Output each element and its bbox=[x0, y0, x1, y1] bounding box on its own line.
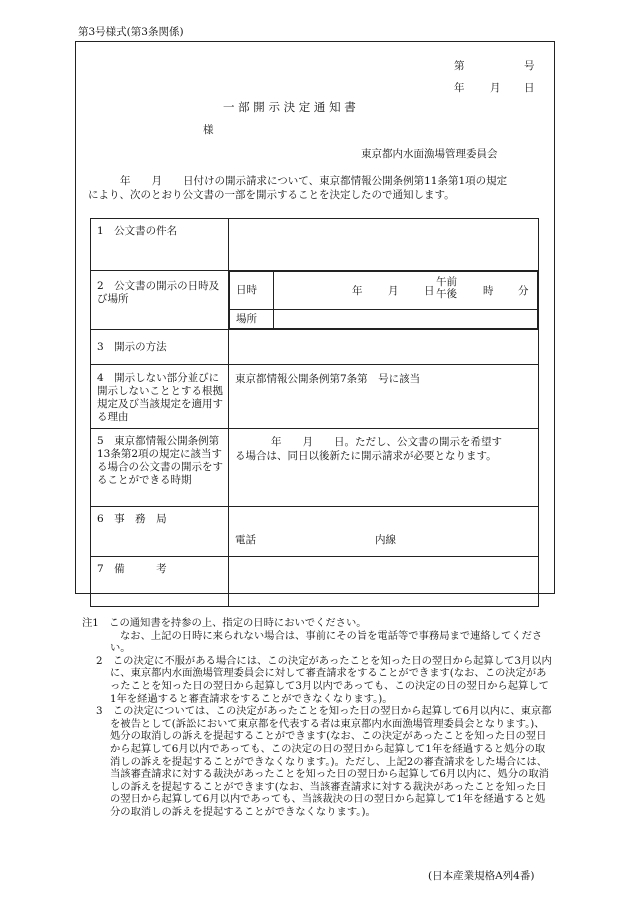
row2-am: 午前 bbox=[436, 276, 457, 288]
row6-phone: 電話 bbox=[235, 534, 256, 546]
row3-value bbox=[229, 330, 539, 365]
row3-label: 3 開示の方法 bbox=[91, 330, 229, 365]
row4-label: 4 開示しない部分並びに開示しないこととする根拠規定及び当該規定を適用する理由 bbox=[91, 365, 229, 429]
row1-value bbox=[229, 219, 539, 271]
note-1b: なお、上記の日時に来られない場合は、事前にその旨を電話等で事務局まで連絡してください。 bbox=[110, 629, 543, 655]
table-row bbox=[91, 429, 539, 507]
row2-day: 日 bbox=[424, 285, 435, 297]
form-id: 第3号様式(第3条関係) bbox=[78, 26, 184, 38]
table-row bbox=[91, 219, 539, 271]
row2-label: 2 公文書の開示の日時及び場所 bbox=[91, 271, 229, 330]
row2-date-label: 日時 bbox=[230, 272, 274, 310]
table-row bbox=[91, 365, 539, 429]
row5-line-1: 年 月 日。ただし、公文書の開示を希望す bbox=[271, 436, 502, 448]
row1-label: 1 公文書の件名 bbox=[91, 219, 229, 271]
row5-label: 5 東京都情報公開条例第13条第2項の規定に該当する場合の公文書の開示をすることができる時期 bbox=[91, 429, 229, 507]
row7-label: 7 備 考 bbox=[91, 557, 229, 607]
row6-value bbox=[229, 507, 539, 557]
row2-pm: 午後 bbox=[436, 288, 457, 300]
date-day: 日 bbox=[524, 82, 535, 94]
intro-line-1: 年 月 日付けの開示請求について、東京都情報公開条例第11条第1項の規定 bbox=[120, 175, 508, 187]
table-row bbox=[91, 557, 539, 607]
row2-month: 月 bbox=[388, 285, 399, 297]
row2-value bbox=[229, 271, 539, 330]
table-row bbox=[91, 507, 539, 557]
details-table bbox=[90, 218, 539, 607]
issuer: 東京都内水面漁場管理委員会 bbox=[361, 148, 498, 160]
note-2: 2 この決定に不服がある場合には、この決定があったことを知った日の翌日から起算して3月以内に、東京都内水面漁場管理委員会に対して審査請求をすることができます(なお、この決定があったことを知った日の翌日から起算して3月以内であっても、この決定の日の翌日から起算して1年を経過すると審査請求をすることができなくなります。)。 bbox=[96, 654, 552, 705]
row4-value: 東京都情報公開条例第7条第 号に該当 bbox=[229, 365, 539, 429]
intro-line-2: により、次のとおり公文書の一部を開示することを決定したので通知します。 bbox=[88, 189, 455, 201]
row7-value bbox=[229, 557, 539, 607]
row2-hour: 時 bbox=[483, 285, 494, 297]
date-year: 年 bbox=[454, 82, 465, 94]
row5-line-2: る場合は、同日以後新たに開示請求が必要となります。 bbox=[235, 450, 497, 462]
table-row bbox=[91, 330, 539, 365]
note-1a: 注1 この通知書を持参の上、指定の日時においでください。 bbox=[82, 617, 367, 629]
row2-minute: 分 bbox=[518, 285, 529, 297]
row5-value bbox=[229, 429, 539, 507]
date-month: 月 bbox=[490, 82, 501, 94]
addressee-suffix: 様 bbox=[203, 124, 214, 136]
paper-size-footer: (日本産業規格A列4番) bbox=[428, 870, 535, 882]
row6-label: 6 事 務 局 bbox=[91, 507, 229, 557]
table-row bbox=[91, 271, 539, 330]
note-3: 3 この決定については、この決定があったことを知った日の翌日から起算して6月以内に、東京都を被告として(訴訟において東京都を代表する者は東京都内水面漁場管理委員会となります。)、処分の取消しの訴えを提起することができます(なお、この決定があったことを知った日の翌日から起算して6月以内であっても、この決定の日の翌日から起算して1年を経過すると処分の取消しの訴えを提起することができなくなります。)。ただし、上記2の審査請求をした場合には、当該審査請求に対する裁決があったことを知った日の翌日から起算して6月以内に、処分の取消しの訴えを提起することができます(なお、当該審査請求に対する裁決があったことを知った日の翌日から起算して6月以内であっても、当該裁決の日の翌日から起算して1年を経過すると処分の取消しの訴えを提起することができなくなります。)。 bbox=[96, 705, 552, 818]
row2-place-label: 場所 bbox=[230, 310, 274, 329]
row2-year: 年 bbox=[352, 285, 363, 297]
row2-place-cell bbox=[274, 310, 538, 329]
document-title: 一 部 開 示 決 定 通 知 書 bbox=[223, 100, 356, 114]
notes bbox=[82, 617, 554, 819]
row6-ext: 内線 bbox=[375, 534, 396, 546]
row2-date-cell bbox=[274, 272, 538, 310]
number-label-2: 号 bbox=[524, 60, 535, 72]
number-label-1: 第 bbox=[454, 60, 465, 72]
